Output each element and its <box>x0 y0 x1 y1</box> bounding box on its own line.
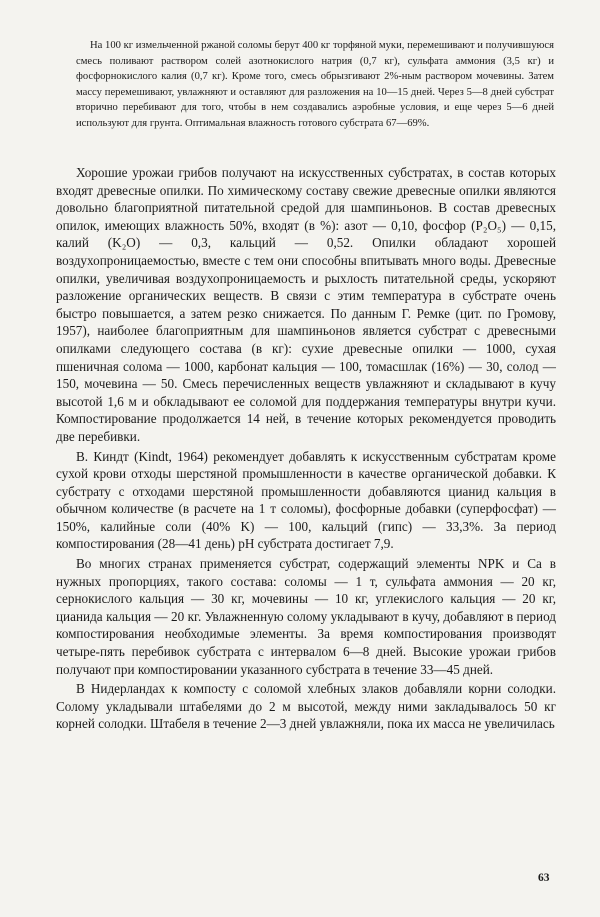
paragraph-npk-substrate: Во многих странах применяется субстрат, содержащий элементы NPK и Ca в нужных пропорциях, такого состава: соломы — 1 т, сульфата аммония — 20 кг, сернокислого кальция — 30 кг, мочевины — 10 кг, углекислого кальция — 20 кг, цианида кальция — 20 кг. Увлажненную солому укладывают в кучу, добавляют в период компостирования необходимые элементы. За время компостирования производят четыре-пять перебивок субстрата с интервалом 6—8 дней. Высокие урожаи грибов получают при компостировании указанного субстрата в течение 33—45 дней. <box>56 556 556 677</box>
small-print-paragraph: На 100 кг измельченной ржаной соломы берут 400 кг торфяной муки, перемешивают и получившуюся смесь поливают раствором солей азотнокислого натрия (0,7 кг), сульфата аммония (3,5 кг) и фосфорнокислого калия (0,7 кг). Кроме того, смесь обрызгивают 2%-ным раствором мочевины. Затем массу перемешивают, увлажняют и оставляют для разложения на 10—15 дней. Через 5—8 дней субстрат вторично перебивают для того, чтобы в нем создавались аэробные условия, и еще через 5—6 дней используют для грунта. Оптимальная влажность готового субстрата 67—69%. <box>76 40 554 129</box>
paragraph-sawdust-substrate: Хорошие урожаи грибов получают на искусственных субстратах, в состав которых входят древесные опилки. По химическому составу свежие древесные опилки являются довольно благоприятной питательной средой для шампиньонов. В состав древесных опилок, имеющих влажность 50%, входят (в %): азот — 0,10, фосфор (P₂O₅) — 0,15, калий (K₂O) — 0,3, кальций — 0,52. Опилки обладают хорошей воздухопроницаемостью, вместе с тем они способны впитывать много воды. Древесные опилки, увеличивая воздухопроницаемость и рыхлость питательной среды, ускоряют разложение органических веществ. В связи с этим температура в субстрате очень быстро повышается, а затем резко снижается. По данным Г. Ремке (цит. по Громову, 1957), наиболее благоприятным для шампиньонов является субстрат с древесными опилками следующего состава (в кг): сухие древесные опилки — 1000, сухая пшеничная солома — 1000, карбонат кальция — 100, томасшлак (16%) — 30, солод — 150, мочевина — 50. Смесь перечисленных веществ увлажняют и складывают в кучу высотой 1,6 м и обкладывают ее соломой для поддержания температуры внутри кучи. Компостирование продолжается 14 ней, в течение которых рекомендуется проводить две перебивки. <box>56 165 556 444</box>
page-number: 63 <box>538 872 550 884</box>
main-text <box>56 164 556 735</box>
paragraph-kindt: В. Киндт (Kindt, 1964) рекомендует добавлять к искусственным субстратам кроме сухой крови отходы шерстяной промышленности в качестве органической добавки. К субстрату с отходами шерстяной промышленности добавляются цианид кальция в обычном количестве (в расчете на 1 т соломы), фосфорные добавки (суперфосфат) — 150%, калийные соли (40% K) — 100, кальций (гипс) — 33,3%. За период компостирования (28—41 день) pH субстрата достигает 7,9. <box>56 448 556 552</box>
paragraph-netherlands: В Нидерландах к компосту с соломой хлебных злаков добавляли корни солодки. Солому укладывали штабелями до 2 м высотой, между ними закладывалось 50 кг корней солодки. Штабеля в течение 2—3 дней увлажняли, пока их масса не увеличилась <box>56 681 556 732</box>
